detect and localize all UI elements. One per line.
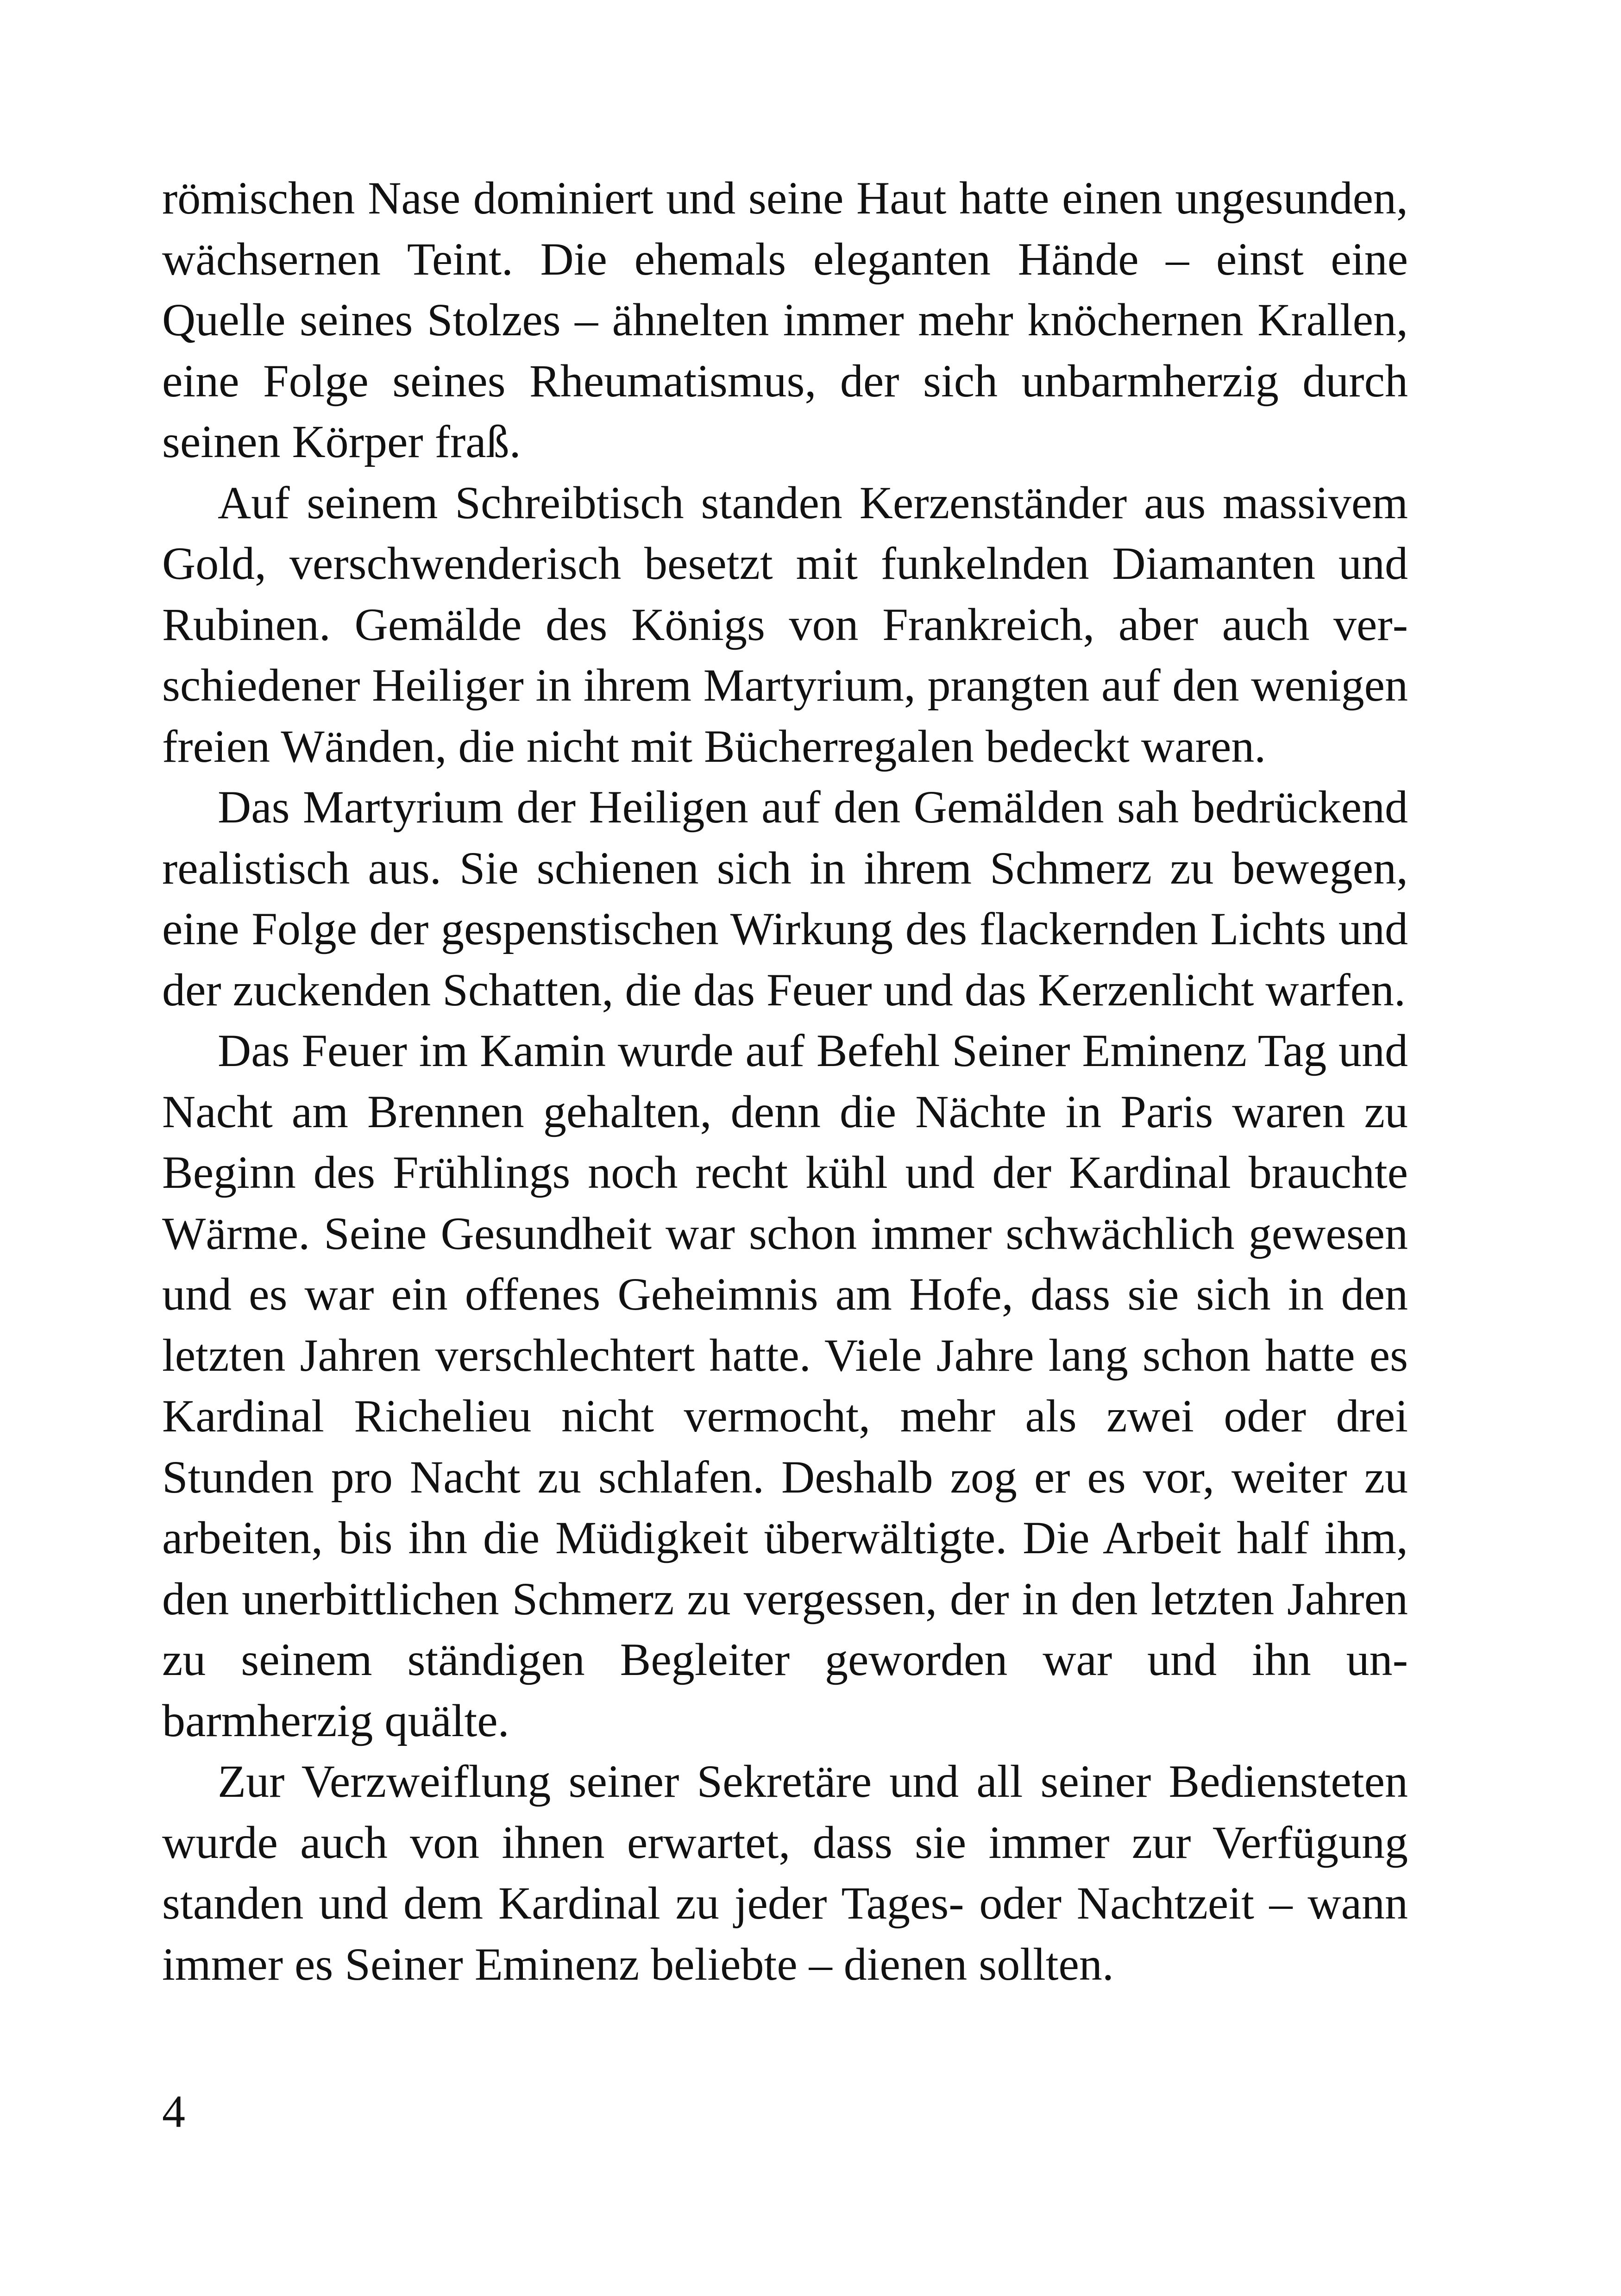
paragraph-4: Das Feuer im Kamin wurde auf Befehl Seiner Eminenz Tag und Nacht am Brennen gehalten, denn die Nächte in Paris waren zu Beginn des Frühlings noch recht kühl und der Kardinal brauchte Wärme. Seine Gesundheit war schon immer schwächlich gewesen und es war ein offenes Geheimnis am Hofe, dass sie sich in den letzten Jahren verschlechtert hatte. Viele Jahre lang schon hatte es Kardinal Richelieu nicht vermocht, mehr als zwei oder drei Stunden pro Nacht zu schlafen. Deshalb zog er es vor, weiter zu arbeiten, bis ihn die Müdigkeit überwältigte. Die Arbeit half ihm, den unerbittlichen Schmerz zu vergessen, der in den letzten Jahren zu seinem ständigen Begleiter geworden war und ihn unbarmherzig quälte. [162,1025,1408,1746]
paragraph-3: Das Martyrium der Heiligen auf den Gemälden sah bedrückend realistisch aus. Sie schienen sich in ihrem Schmerz zu bewegen, eine Folge der gespenstischen Wirkung des flackernden Lichts und der zuckenden Schatten, die das Feuer und das Kerzenlicht warfen. [162,781,1408,1016]
body-text [162,168,1408,1995]
paragraph-5: Zur Verzweiflung seiner Sekretäre und all seiner Bediensteten wurde auch von ihnen erwartet, dass sie immer zur Verfügung standen und dem Kardinal zu jeder Tages- oder Nachtzeit – wann immer es Seiner Eminenz beliebte – dienen sollten. [162,1756,1408,1990]
paragraph-1: römischen Nase dominiert und seine Haut hatte einen ungesunden, wächsernen Teint. Die ehemals eleganten Hände – einst eine Quelle seines Stolzes – ähnelten immer mehr knöchernen Krallen, eine Folge seines Rheumatismus, der sich unbarmherzig durch seinen Körper fraß. [162,172,1408,467]
paragraph-2: Auf seinem Schreibtisch standen Kerzenständer aus massivem Gold, verschwenderisch besetzt mit funkelnden Diamanten und Rubinen. Gemälde des Königs von Frankreich, aber auch verschiedener Heiliger in ihrem Martyrium, prangten auf den wenigen freien Wänden, die nicht mit Bücherregalen bedeckt waren. [162,477,1408,772]
page-number: 4 [162,2086,185,2137]
